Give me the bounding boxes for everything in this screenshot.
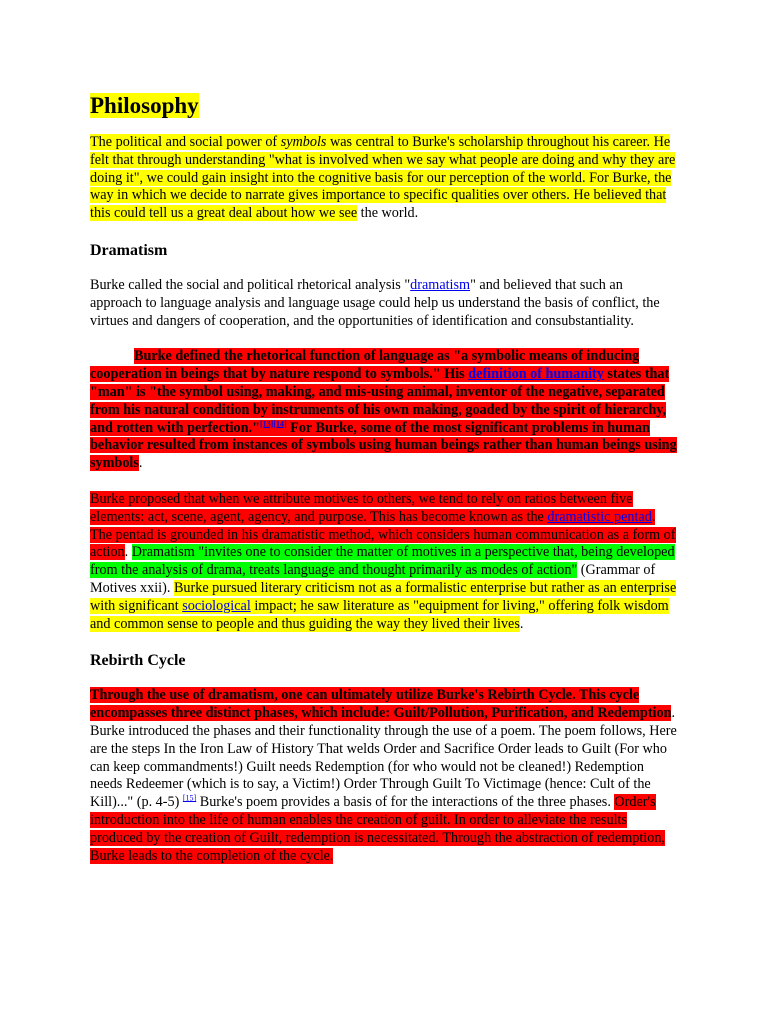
symbols-emphasis: symbols [280,134,327,150]
citation-13-14-link[interactable]: [13][14] [259,418,287,428]
dramatism-paragraph-3: Burke proposed that when we attribute motives to others, we tend to rely on ratios between five elements: act, scene, agent, agency, and purpose. This has become known as the dramatistic pentad. The pentad is grounded in his dramatistic method, which considers human communication as a form of action. Dramatism "invites one to consider the matter of motives in a perspective that, being developed from the analysis of drama, treats language and thought primarily as modes of action" (Grammar of Motives xxii). Burke pursued literary criticism not as a formalistic enterprise but rather as an enterprise with significant sociological impact; he saw literature as "equipment for living," offering folk wisdom and common sense to people and thus guiding the way they lived their lives. [90,490,677,632]
dramatism-paragraph-2: Burke defined the rhetorical function of language as "a symbolic means of inducing cooperation in beings that by nature respond to symbols." His definition of humanity states that "man" is "the symbol using, making, and mis-using animal, inventor of the negative, separated from his natural condition by instruments of his own making, goaded by the spirit of hierarchy, and rotten with perfection."[13][14] For Burke, some of the most significant problems in human behavior resulted from instances of symbols using human beings rather than human beings using symbols. [90,348,677,472]
dramatism-link[interactable]: dramatism [410,276,471,293]
rebirth-cycle-heading: Rebirth Cycle [90,652,186,670]
definition-of-humanity-link[interactable]: definition of humanity [468,366,604,383]
rebirth-cycle-paragraph: Through the use of dramatism, one can ultimately utilize Burke's Rebirth Cycle. This cycle encompasses three distinct phases, which include: Guilt/Pollution, Purification, and Redemption. Burke introduced the phases and their functionality through the use of a poem. The poem follows, Here are the steps In the Iron Law of History That welds Order and Sacrifice Order leads to Guilt (For who can keep commandments!) Guilt needs Redemption (for who would not be cleaned!) Redemption needs Redeemer (which is to say, a Victim!) Order Through Guilt To Victimage (hence: Cult of the Kill)..." (p. 4-5) [15] Burke's poem provides a basis of for the interactions of the three phases. Order's introduction into the life of human enables the creation of guilt. In order to alleviate the results produced by the creation of Guilt, redemption is necessitated. Through the abstraction of redemption, Burke leads to the completion of the cycle. [90,687,677,864]
dramatism-paragraph-1: Burke called the social and political rhetorical analysis "dramatism" and believed that such an approach to language analysis and language usage could help us understand the basis of conflict, the virtues and dangers of cooperation, and the opportunities of identification and consubstantiality. [90,276,660,329]
sociological-link[interactable]: sociological [182,597,251,614]
philosophy-paragraph: The political and social power of symbols was central to Burke's scholarship throughout his career. He felt that through understanding "what is involved when we say what people are doing and why they are doing it", we could gain insight into the cognitive basis for our perception of the world. For Burke, the way in which we decide to narrate gives importance to specific qualities over others. He believed that this could tell us a great deal about how we see the world. [90,134,676,222]
dramatism-heading: Dramatism [90,241,168,259]
document-page [90,92,678,883]
citation-15-link[interactable]: [15] [182,793,197,803]
philosophy-heading: Philosophy [90,93,199,118]
dramatistic-pentad-link[interactable]: dramatistic pentad [547,508,652,525]
